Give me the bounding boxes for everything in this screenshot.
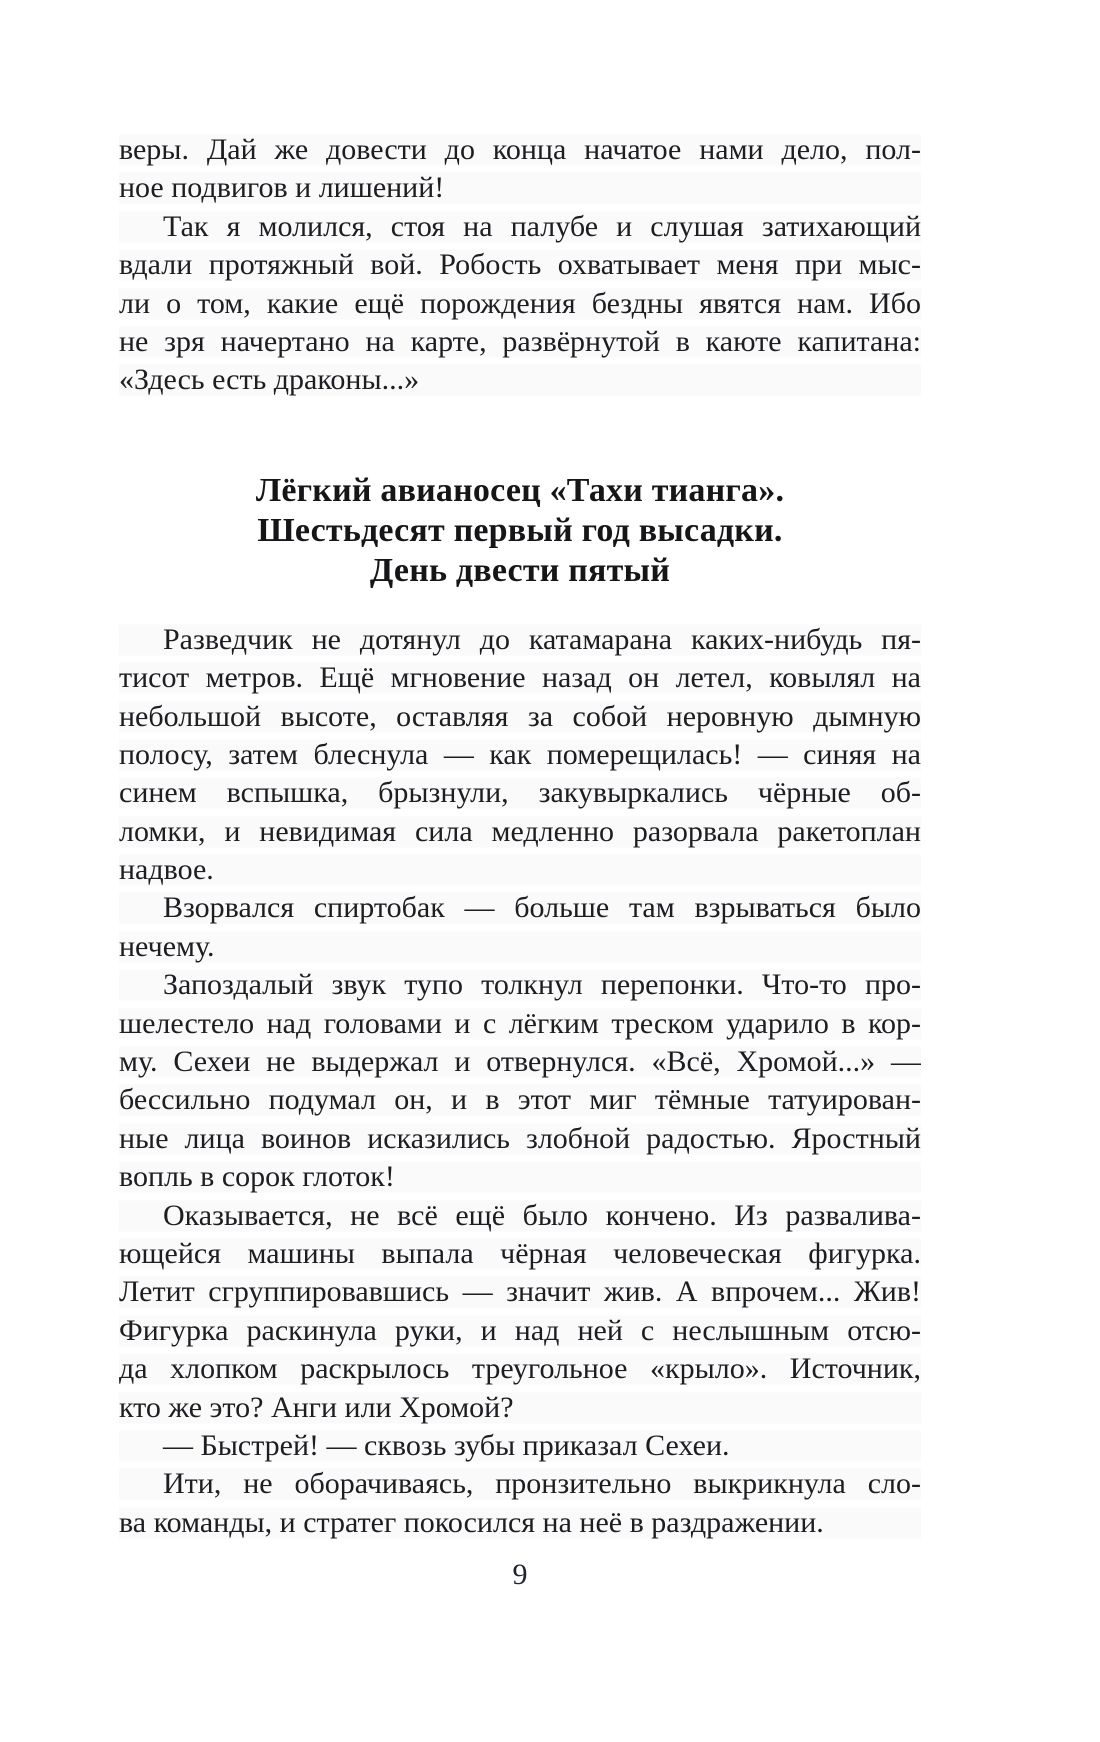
text-line: Ити, не оборачиваясь, пронзительно выкрикнула сло- [119, 1465, 921, 1503]
text-line: ломки, и невидимая сила медленно разорвала ракетоплан [119, 813, 921, 851]
book-page [119, 131, 921, 1542]
paragraph [119, 131, 921, 208]
text-line: синем вспышка, брызнули, закувыркались чёрные об- [119, 774, 921, 812]
text-line: Разведчик не дотянул до катамарана каких-нибудь пя- [119, 621, 921, 659]
text-section-top [119, 131, 921, 400]
paragraph [119, 1197, 921, 1427]
text-line: ли о том, какие ещё порождения бездны явятся нам. Ибо [119, 285, 921, 323]
text-line: ющейся машины выпала чёрная человеческая фигурка. [119, 1235, 921, 1273]
text-line: Оказывается, не всё ещё было кончено. Из развалива- [119, 1197, 921, 1235]
text-line: да хлопком раскрылось треугольное «крыло». Источник, [119, 1350, 921, 1388]
text-line: нечему. [119, 928, 921, 966]
text-line: тисот метров. Ещё мгновение назад он летел, ковылял на [119, 659, 921, 697]
text-line: Так я молился, стоя на палубе и слушая затихающий [119, 208, 921, 246]
text-line: надвое. [119, 851, 921, 889]
text-line: му. Сехеи не выдержал и отвернулся. «Всё, Хромой...» — [119, 1043, 921, 1081]
text-line: бессильно подумал он, и в этот миг тёмные татуирован- [119, 1081, 921, 1119]
text-section-main [119, 621, 921, 1542]
paragraph [119, 1465, 921, 1542]
text-line: кто же это? Анги или Хромой? [119, 1389, 921, 1427]
heading-line: Шестьдесят первый год высадки. [257, 511, 783, 549]
text-line: Фигурка раскинула руки, и над ней с неслышным отсю- [119, 1312, 921, 1350]
heading-line: Лёгкий авианосец «Тахи тианга». [255, 471, 785, 509]
text-line: Запоздалый звук тупо толкнул перепонки. Что-то про- [119, 966, 921, 1004]
paragraph [119, 889, 921, 966]
chapter-heading [119, 471, 921, 591]
text-line: ные лица воинов исказились злобной радостью. Яростный [119, 1120, 921, 1158]
text-line: ва команды, и стратег покосился на неё в раздражении. [119, 1504, 921, 1542]
text-line: Летит сгруппировавшись — значит жив. А впрочем... Жив! [119, 1273, 921, 1311]
paragraph [119, 208, 921, 400]
paragraph [119, 966, 921, 1196]
text-line: Взорвался спиртобак — больше там взрываться было [119, 889, 921, 927]
text-line: полосу, затем блеснула — как померещилась! — синяя на [119, 736, 921, 774]
text-line: вдали протяжный вой. Робость охватывает меня при мыс- [119, 246, 921, 284]
text-line: «Здесь есть драконы...» [119, 361, 921, 399]
text-line: ное подвигов и лишений! [119, 169, 921, 207]
text-line: небольшой высоте, оставляя за собой неровную дымную [119, 698, 921, 736]
heading-line: День двести пятый [369, 551, 671, 589]
paragraph [119, 1427, 921, 1465]
text-line: шелестело над головами и с лёгким треском ударило в кор- [119, 1005, 921, 1043]
text-line: вопль в сорок глоток! [119, 1158, 921, 1196]
page-number: 9 [512, 1558, 528, 1591]
text-line: веры. Дай же довести до конца начатое нами дело, пол- [119, 131, 921, 169]
text-line: — Быстрей! — сквозь зубы приказал Сехеи. [119, 1427, 921, 1465]
text-line: не зря начертано на карте, развёрнутой в каюте капитана: [119, 323, 921, 361]
paragraph [119, 621, 921, 890]
